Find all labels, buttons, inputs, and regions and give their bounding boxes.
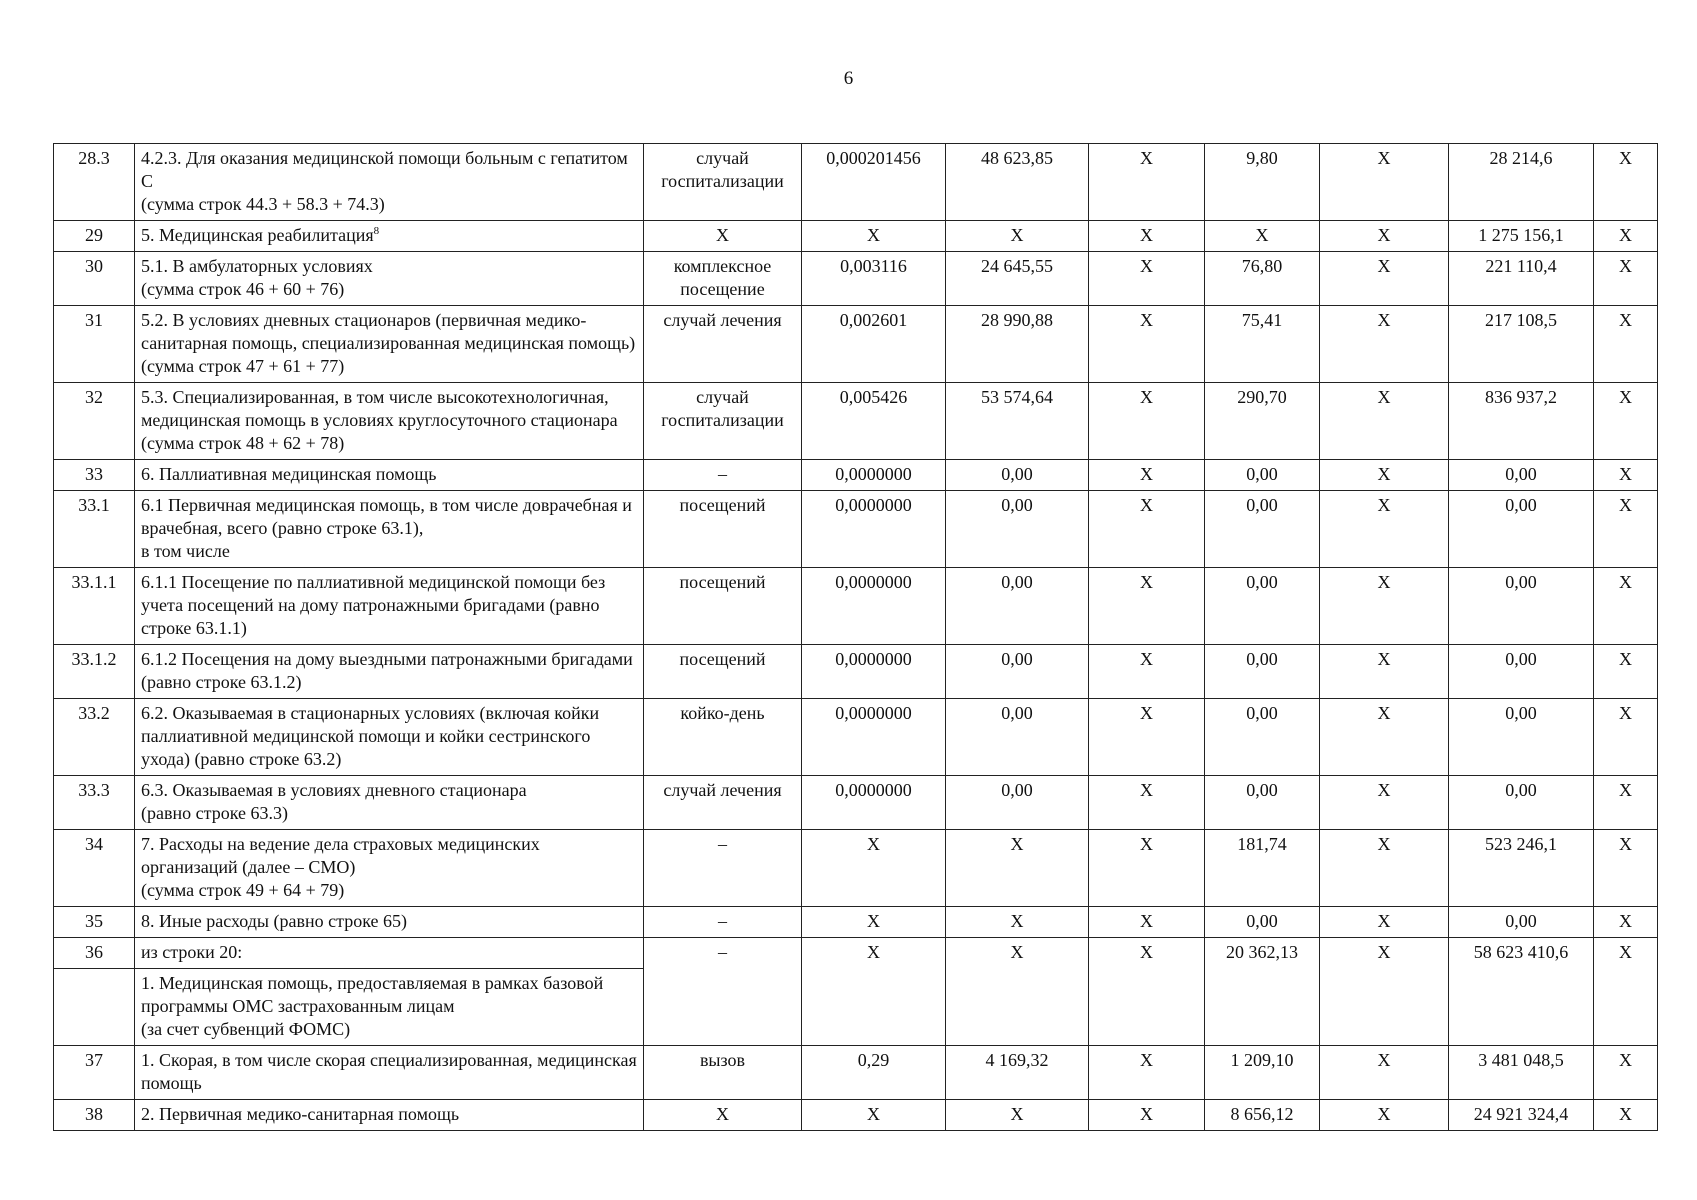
row-number: 34: [54, 830, 135, 907]
value-cell: Х: [1089, 938, 1205, 1046]
value-cell: Х: [1089, 491, 1205, 568]
table-row: [54, 1100, 1658, 1131]
value-cell: 9,80: [1205, 144, 1320, 221]
unit-cell: посещений: [644, 645, 802, 699]
value-cell: 0,00: [946, 699, 1089, 776]
value-cell: Х: [1594, 252, 1658, 306]
row-number: 33.1: [54, 491, 135, 568]
row-name: 6. Паллиативная медицинская помощь: [135, 460, 644, 491]
unit-cell: случай лечения: [644, 306, 802, 383]
value-cell: Х: [1089, 1046, 1205, 1100]
unit-cell: –: [644, 938, 802, 1046]
row-number: 33.1.1: [54, 568, 135, 645]
value-cell: 0,00: [1205, 907, 1320, 938]
value-cell: Х: [1320, 383, 1449, 460]
unit-cell: посещений: [644, 491, 802, 568]
value-cell: 221 110,4: [1449, 252, 1594, 306]
value-cell: 1 209,10: [1205, 1046, 1320, 1100]
value-cell: Х: [802, 907, 946, 938]
unit-cell: койко-день: [644, 699, 802, 776]
value-cell: Х: [1089, 1100, 1205, 1131]
row-number: 38: [54, 1100, 135, 1131]
row-name: 5. Медицинская реабилитация: [141, 225, 374, 245]
row-name: 5.2. В условиях дневных стационаров (первичная медико-санитарная помощь, специализированная медицинская помощь) (сумма строк 47 + 61 + 77): [135, 306, 644, 383]
row-name: 6.1 Первичная медицинская помощь, в том числе доврачебная и врачебная, всего (равно строке 63.1), в том числе: [135, 491, 644, 568]
value-cell: 290,70: [1205, 383, 1320, 460]
row-name: 1. Скорая, в том числе скорая специализированная, медицинская помощь: [135, 1046, 644, 1100]
value-cell: Х: [1594, 776, 1658, 830]
row-number-empty: [54, 969, 135, 1046]
value-cell: 0,00: [1205, 460, 1320, 491]
row-number: 29: [54, 221, 135, 252]
value-cell: Х: [1594, 491, 1658, 568]
value-cell: Х: [1320, 907, 1449, 938]
value-cell: Х: [1089, 383, 1205, 460]
row-name: 6.1.2 Посещения на дому выездными патронажными бригадами (равно строке 63.1.2): [135, 645, 644, 699]
value-cell: Х: [1594, 830, 1658, 907]
value-cell: Х: [1089, 221, 1205, 252]
value-cell: Х: [1320, 645, 1449, 699]
row-name: 2. Первичная медико-санитарная помощь: [135, 1100, 644, 1131]
row-name: 8. Иные расходы (равно строке 65): [135, 907, 644, 938]
row-number: 33.3: [54, 776, 135, 830]
value-cell: 0,00: [946, 460, 1089, 491]
value-cell: Х: [1320, 938, 1449, 1046]
value-cell: Х: [1089, 645, 1205, 699]
value-cell: 75,41: [1205, 306, 1320, 383]
value-cell: Х: [1594, 144, 1658, 221]
value-cell: 0,00: [1205, 645, 1320, 699]
table-row: [54, 830, 1658, 907]
value-cell: Х: [1320, 306, 1449, 383]
value-cell: Х: [1594, 907, 1658, 938]
value-cell: 4 169,32: [946, 1046, 1089, 1100]
value-cell: Х: [1089, 699, 1205, 776]
row-name: из строки 20:: [135, 938, 644, 969]
value-cell: Х: [1594, 221, 1658, 252]
value-cell: Х: [1320, 460, 1449, 491]
value-cell: 3 481 048,5: [1449, 1046, 1594, 1100]
value-cell: Х: [1594, 460, 1658, 491]
unit-cell: Х: [644, 1100, 802, 1131]
table-row: [54, 568, 1658, 645]
value-cell: 0,0000000: [802, 460, 946, 491]
value-cell: 0,00: [1449, 907, 1594, 938]
unit-cell: случай лечения: [644, 776, 802, 830]
value-cell: 1 275 156,1: [1449, 221, 1594, 252]
row-name: 7. Расходы на ведение дела страховых медицинских организаций (далее – СМО) (сумма строк 49 + 64 + 79): [135, 830, 644, 907]
table-row: [54, 460, 1658, 491]
value-cell: 0,00: [1449, 776, 1594, 830]
table-row: [54, 491, 1658, 568]
value-cell: 217 108,5: [1449, 306, 1594, 383]
value-cell: Х: [1320, 491, 1449, 568]
table-row: [54, 1046, 1658, 1100]
row-name-cell: [135, 221, 644, 252]
value-cell: 836 937,2: [1449, 383, 1594, 460]
table-row: [54, 907, 1658, 938]
table-row: [54, 383, 1658, 460]
value-cell: 0,00: [946, 568, 1089, 645]
value-cell: 76,80: [1205, 252, 1320, 306]
value-cell: 8 656,12: [1205, 1100, 1320, 1131]
value-cell: 0,00: [1449, 460, 1594, 491]
value-cell: 24 921 324,4: [1449, 1100, 1594, 1131]
value-cell: Х: [802, 221, 946, 252]
table-row: [54, 645, 1658, 699]
value-cell: 0,0000000: [802, 645, 946, 699]
unit-cell: –: [644, 460, 802, 491]
value-cell: 0,00: [1449, 491, 1594, 568]
value-cell: 0,29: [802, 1046, 946, 1100]
footnote-mark: 8: [373, 225, 380, 237]
row-name: 4.2.3. Для оказания медицинской помощи больным с гепатитом С (сумма строк 44.3 + 58.3 + 74.3): [135, 144, 644, 221]
value-cell: 48 623,85: [946, 144, 1089, 221]
value-cell: Х: [1320, 252, 1449, 306]
value-cell: Х: [1594, 306, 1658, 383]
unit-cell: случай госпитализации: [644, 144, 802, 221]
unit-cell: комплексное посещение: [644, 252, 802, 306]
value-cell: Х: [1320, 1046, 1449, 1100]
value-cell: Х: [1089, 460, 1205, 491]
table-row: [54, 938, 1658, 969]
value-cell: Х: [1594, 645, 1658, 699]
unit-cell: посещений: [644, 568, 802, 645]
table-row: [54, 252, 1658, 306]
value-cell: 0,00: [946, 645, 1089, 699]
row-number: 33: [54, 460, 135, 491]
row-number: 35: [54, 907, 135, 938]
value-cell: Х: [1089, 568, 1205, 645]
value-cell: 0,00: [1449, 699, 1594, 776]
value-cell: Х: [802, 938, 946, 1046]
value-cell: Х: [802, 830, 946, 907]
unit-cell: Х: [644, 221, 802, 252]
value-cell: Х: [1594, 383, 1658, 460]
unit-cell: –: [644, 907, 802, 938]
value-cell: Х: [1320, 830, 1449, 907]
value-cell: Х: [1594, 938, 1658, 1046]
value-cell: 0,0000000: [802, 568, 946, 645]
row-number: 31: [54, 306, 135, 383]
unit-cell: случай госпитализации: [644, 383, 802, 460]
value-cell: 0,00: [1205, 568, 1320, 645]
table-row: [54, 699, 1658, 776]
value-cell: Х: [1205, 221, 1320, 252]
value-cell: Х: [1594, 699, 1658, 776]
value-cell: 0,00: [1449, 645, 1594, 699]
table-row: [54, 221, 1658, 252]
row-name: 1. Медицинская помощь, предоставляемая в рамках базовой программы ОМС застрахованным лицам (за счет субвенций ФОМС): [135, 969, 644, 1046]
value-cell: 24 645,55: [946, 252, 1089, 306]
value-cell: Х: [1320, 1100, 1449, 1131]
value-cell: Х: [1320, 568, 1449, 645]
row-number: 37: [54, 1046, 135, 1100]
value-cell: 0,002601: [802, 306, 946, 383]
value-cell: Х: [1089, 830, 1205, 907]
value-cell: Х: [1320, 221, 1449, 252]
unit-cell: вызов: [644, 1046, 802, 1100]
financing-table: [53, 143, 1658, 1131]
row-number: 36: [54, 938, 135, 969]
value-cell: Х: [1089, 144, 1205, 221]
value-cell: 0,00: [946, 491, 1089, 568]
row-number: 33.2: [54, 699, 135, 776]
row-number: 33.1.2: [54, 645, 135, 699]
value-cell: Х: [946, 221, 1089, 252]
value-cell: 0,000201456: [802, 144, 946, 221]
row-number: 32: [54, 383, 135, 460]
value-cell: 0,003116: [802, 252, 946, 306]
table-row: [54, 144, 1658, 221]
row-name: 6.1.1 Посещение по паллиативной медицинской помощи без учета посещений на дому патронажными бригадами (равно строке 63.1.1): [135, 568, 644, 645]
value-cell: 0,0000000: [802, 699, 946, 776]
value-cell: 0,0000000: [802, 776, 946, 830]
value-cell: Х: [802, 1100, 946, 1131]
value-cell: 20 362,13: [1205, 938, 1320, 1046]
row-name: 5.1. В амбулаторных условиях (сумма строк 46 + 60 + 76): [135, 252, 644, 306]
value-cell: Х: [946, 830, 1089, 907]
value-cell: Х: [1320, 144, 1449, 221]
value-cell: 0,00: [946, 776, 1089, 830]
row-number: 28.3: [54, 144, 135, 221]
value-cell: Х: [1594, 1046, 1658, 1100]
value-cell: 0,0000000: [802, 491, 946, 568]
value-cell: Х: [1320, 776, 1449, 830]
row-name: 6.3. Оказываемая в условиях дневного стационара (равно строке 63.3): [135, 776, 644, 830]
page-number: 6: [843, 68, 854, 89]
value-cell: Х: [1089, 776, 1205, 830]
value-cell: 0,00: [1449, 568, 1594, 645]
value-cell: 0,00: [1205, 776, 1320, 830]
value-cell: 0,005426: [802, 383, 946, 460]
value-cell: 523 246,1: [1449, 830, 1594, 907]
value-cell: 28 990,88: [946, 306, 1089, 383]
value-cell: Х: [946, 1100, 1089, 1131]
value-cell: 58 623 410,6: [1449, 938, 1594, 1046]
value-cell: Х: [1089, 306, 1205, 383]
table-row: [54, 776, 1658, 830]
value-cell: Х: [1320, 699, 1449, 776]
row-name: 6.2. Оказываемая в стационарных условиях (включая койки паллиативной медицинской помощи и койки сестринского ухода) (равно строке 63.2): [135, 699, 644, 776]
value-cell: Х: [1594, 568, 1658, 645]
table-row: [54, 306, 1658, 383]
value-cell: 53 574,64: [946, 383, 1089, 460]
value-cell: 0,00: [1205, 699, 1320, 776]
value-cell: 28 214,6: [1449, 144, 1594, 221]
row-name: 5.3. Специализированная, в том числе высокотехнологичная, медицинская помощь в условиях круглосуточного стационара (сумма строк 48 + 62 + 78): [135, 383, 644, 460]
unit-cell: –: [644, 830, 802, 907]
value-cell: Х: [1089, 252, 1205, 306]
value-cell: Х: [946, 907, 1089, 938]
value-cell: 181,74: [1205, 830, 1320, 907]
value-cell: Х: [946, 938, 1089, 1046]
row-number: 30: [54, 252, 135, 306]
value-cell: 0,00: [1205, 491, 1320, 568]
value-cell: Х: [1089, 907, 1205, 938]
value-cell: Х: [1594, 1100, 1658, 1131]
